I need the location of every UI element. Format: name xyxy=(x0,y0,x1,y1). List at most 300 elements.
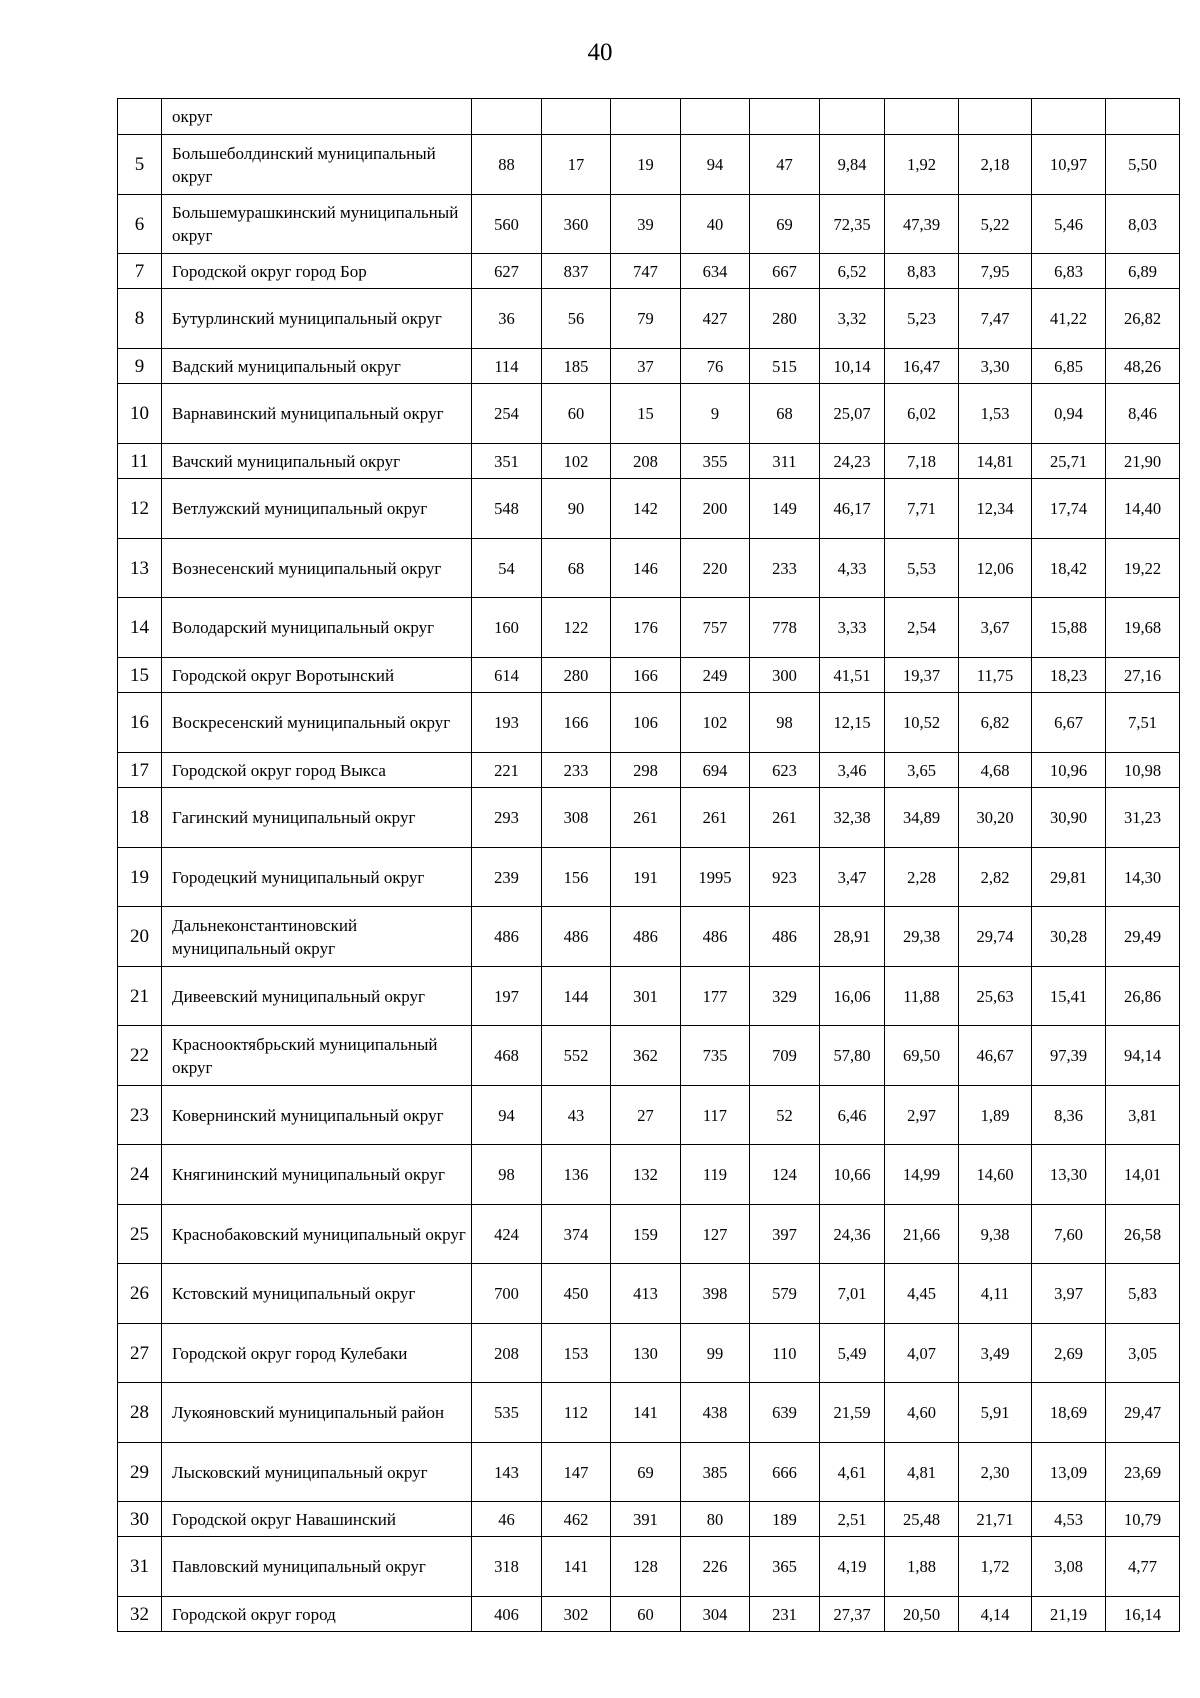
table-row xyxy=(118,598,1180,658)
value-cell: 298 xyxy=(611,753,681,788)
value-cell: 30,28 xyxy=(1032,907,1106,967)
value-cell: 778 xyxy=(750,598,820,658)
row-number-cell: 18 xyxy=(118,788,162,848)
value-cell: 147 xyxy=(542,1443,611,1502)
value-cell: 2,18 xyxy=(959,135,1032,195)
municipality-name-cell: Городецкий муниципальный округ xyxy=(162,848,472,907)
value-cell: 261 xyxy=(681,788,750,848)
value-cell: 41,22 xyxy=(1032,289,1106,349)
value-cell: 4,61 xyxy=(820,1443,885,1502)
municipality-name-cell: Вознесенский муниципальный округ xyxy=(162,539,472,598)
value-cell: 29,81 xyxy=(1032,848,1106,907)
value-cell: 351 xyxy=(472,444,542,479)
value-cell: 5,50 xyxy=(1106,135,1180,195)
value-cell: 639 xyxy=(750,1383,820,1443)
value-cell: 301 xyxy=(611,967,681,1026)
value-cell: 72,35 xyxy=(820,195,885,254)
municipality-name-cell: Городской округ Навашинский xyxy=(162,1502,472,1537)
value-cell: 40 xyxy=(681,195,750,254)
value-cell: 141 xyxy=(542,1537,611,1597)
value-cell: 12,34 xyxy=(959,479,1032,539)
value-cell: 515 xyxy=(750,349,820,384)
page-number: 40 xyxy=(587,39,613,66)
table-row xyxy=(118,848,1180,907)
value-cell: 4,53 xyxy=(1032,1502,1106,1537)
value-cell: 10,98 xyxy=(1106,753,1180,788)
value-cell: 23,69 xyxy=(1106,1443,1180,1502)
value-cell: 177 xyxy=(681,967,750,1026)
row-number-cell: 7 xyxy=(118,254,162,289)
value-cell: 2,54 xyxy=(885,598,959,658)
row-number-cell: 23 xyxy=(118,1086,162,1145)
value-cell: 406 xyxy=(472,1597,542,1632)
value-cell: 623 xyxy=(750,753,820,788)
value-cell: 5,83 xyxy=(1106,1264,1180,1324)
value-cell: 4,19 xyxy=(820,1537,885,1597)
value-cell: 98 xyxy=(750,693,820,753)
municipality-name-cell: Бутурлинский муниципальный округ xyxy=(162,289,472,349)
value-cell: 14,99 xyxy=(885,1145,959,1205)
value-cell: 14,30 xyxy=(1106,848,1180,907)
value-cell: 552 xyxy=(542,1026,611,1086)
value-cell: 46 xyxy=(472,1502,542,1537)
value-cell: 12,15 xyxy=(820,693,885,753)
value-cell: 60 xyxy=(542,384,611,444)
value-cell: 80 xyxy=(681,1502,750,1537)
value-cell: 8,46 xyxy=(1106,384,1180,444)
value-cell: 189 xyxy=(750,1502,820,1537)
value-cell: 16,47 xyxy=(885,349,959,384)
value-cell: 200 xyxy=(681,479,750,539)
value-cell: 76 xyxy=(681,349,750,384)
value-cell: 112 xyxy=(542,1383,611,1443)
value-cell: 614 xyxy=(472,658,542,693)
value-cell: 88 xyxy=(472,135,542,195)
value-cell: 30,90 xyxy=(1032,788,1106,848)
value-cell: 41,51 xyxy=(820,658,885,693)
row-number-cell: 20 xyxy=(118,907,162,967)
table-row xyxy=(118,1026,1180,1086)
value-cell: 302 xyxy=(542,1597,611,1632)
value-cell: 3,97 xyxy=(1032,1264,1106,1324)
row-number-cell: 12 xyxy=(118,479,162,539)
municipality-name-cell: Володарский муниципальный округ xyxy=(162,598,472,658)
table-row xyxy=(118,539,1180,598)
value-cell: 329 xyxy=(750,967,820,1026)
value-cell: 19,37 xyxy=(885,658,959,693)
value-cell: 1,88 xyxy=(885,1537,959,1597)
value-cell: 26,82 xyxy=(1106,289,1180,349)
value-cell: 700 xyxy=(472,1264,542,1324)
value-cell: 17 xyxy=(542,135,611,195)
value-cell: 106 xyxy=(611,693,681,753)
value-cell: 197 xyxy=(472,967,542,1026)
value-cell: 143 xyxy=(472,1443,542,1502)
value-cell: 486 xyxy=(542,907,611,967)
value-cell: 19 xyxy=(611,135,681,195)
municipality-name-cell: Городской округ город xyxy=(162,1597,472,1632)
value-cell: 68 xyxy=(750,384,820,444)
value-cell: 36 xyxy=(472,289,542,349)
value-cell xyxy=(750,99,820,135)
value-cell: 6,82 xyxy=(959,693,1032,753)
value-cell: 10,97 xyxy=(1032,135,1106,195)
value-cell: 29,74 xyxy=(959,907,1032,967)
row-number-cell: 26 xyxy=(118,1264,162,1324)
value-cell: 12,06 xyxy=(959,539,1032,598)
value-cell: 39 xyxy=(611,195,681,254)
value-cell: 837 xyxy=(542,254,611,289)
table-row xyxy=(118,1086,1180,1145)
row-number-cell: 21 xyxy=(118,967,162,1026)
value-cell: 5,22 xyxy=(959,195,1032,254)
value-cell: 159 xyxy=(611,1205,681,1264)
value-cell: 1,92 xyxy=(885,135,959,195)
value-cell: 56 xyxy=(542,289,611,349)
value-cell: 69 xyxy=(611,1443,681,1502)
value-cell: 261 xyxy=(750,788,820,848)
table-row xyxy=(118,1537,1180,1597)
value-cell: 735 xyxy=(681,1026,750,1086)
value-cell: 7,60 xyxy=(1032,1205,1106,1264)
table-row xyxy=(118,99,1180,135)
value-cell: 193 xyxy=(472,693,542,753)
value-cell: 25,63 xyxy=(959,967,1032,1026)
value-cell: 365 xyxy=(750,1537,820,1597)
municipality-name-cell: Вачский муниципальный округ xyxy=(162,444,472,479)
value-cell: 144 xyxy=(542,967,611,1026)
value-cell xyxy=(885,99,959,135)
municipality-name-cell: Лукояновский муниципальный район xyxy=(162,1383,472,1443)
value-cell: 17,74 xyxy=(1032,479,1106,539)
value-cell: 146 xyxy=(611,539,681,598)
value-cell: 7,51 xyxy=(1106,693,1180,753)
value-cell: 8,83 xyxy=(885,254,959,289)
value-cell: 694 xyxy=(681,753,750,788)
value-cell: 747 xyxy=(611,254,681,289)
value-cell: 450 xyxy=(542,1264,611,1324)
value-cell: 16,14 xyxy=(1106,1597,1180,1632)
row-number-cell: 6 xyxy=(118,195,162,254)
value-cell: 68 xyxy=(542,539,611,598)
value-cell: 52 xyxy=(750,1086,820,1145)
value-cell: 94,14 xyxy=(1106,1026,1180,1086)
value-cell: 11,75 xyxy=(959,658,1032,693)
row-number-cell: 13 xyxy=(118,539,162,598)
value-cell: 4,33 xyxy=(820,539,885,598)
value-cell: 128 xyxy=(611,1537,681,1597)
value-cell: 25,71 xyxy=(1032,444,1106,479)
table-row xyxy=(118,967,1180,1026)
value-cell: 4,77 xyxy=(1106,1537,1180,1597)
value-cell xyxy=(820,99,885,135)
value-cell xyxy=(611,99,681,135)
table-row xyxy=(118,384,1180,444)
value-cell: 79 xyxy=(611,289,681,349)
value-cell: 130 xyxy=(611,1324,681,1383)
value-cell: 3,67 xyxy=(959,598,1032,658)
value-cell: 27,37 xyxy=(820,1597,885,1632)
value-cell: 462 xyxy=(542,1502,611,1537)
municipality-name-cell: Городской округ Воротынский xyxy=(162,658,472,693)
value-cell: 391 xyxy=(611,1502,681,1537)
value-cell: 15,88 xyxy=(1032,598,1106,658)
row-number-cell: 31 xyxy=(118,1537,162,1597)
table-row xyxy=(118,1443,1180,1502)
value-cell: 25,07 xyxy=(820,384,885,444)
value-cell: 9 xyxy=(681,384,750,444)
value-cell: 28,91 xyxy=(820,907,885,967)
value-cell: 427 xyxy=(681,289,750,349)
value-cell: 362 xyxy=(611,1026,681,1086)
row-number-cell: 29 xyxy=(118,1443,162,1502)
value-cell: 709 xyxy=(750,1026,820,1086)
value-cell: 4,68 xyxy=(959,753,1032,788)
municipality-name-cell: Варнавинский муниципальный округ xyxy=(162,384,472,444)
value-cell: 249 xyxy=(681,658,750,693)
value-cell: 360 xyxy=(542,195,611,254)
value-cell: 233 xyxy=(750,539,820,598)
value-cell: 117 xyxy=(681,1086,750,1145)
value-cell: 3,47 xyxy=(820,848,885,907)
value-cell: 26,58 xyxy=(1106,1205,1180,1264)
value-cell: 10,52 xyxy=(885,693,959,753)
table-row xyxy=(118,1383,1180,1443)
value-cell: 24,36 xyxy=(820,1205,885,1264)
value-cell: 18,69 xyxy=(1032,1383,1106,1443)
municipality-name-cell: Дивеевский муниципальный округ xyxy=(162,967,472,1026)
value-cell: 4,07 xyxy=(885,1324,959,1383)
value-cell: 6,46 xyxy=(820,1086,885,1145)
value-cell: 69 xyxy=(750,195,820,254)
value-cell: 11,88 xyxy=(885,967,959,1026)
value-cell: 2,97 xyxy=(885,1086,959,1145)
value-cell: 221 xyxy=(472,753,542,788)
municipality-name-cell: Краснобаковский муниципальный округ xyxy=(162,1205,472,1264)
value-cell: 535 xyxy=(472,1383,542,1443)
value-cell: 142 xyxy=(611,479,681,539)
value-cell: 8,03 xyxy=(1106,195,1180,254)
value-cell: 374 xyxy=(542,1205,611,1264)
value-cell: 21,59 xyxy=(820,1383,885,1443)
row-number-cell: 10 xyxy=(118,384,162,444)
value-cell: 166 xyxy=(542,693,611,753)
table-row xyxy=(118,1264,1180,1324)
municipality-name-cell: Ковернинский муниципальный округ xyxy=(162,1086,472,1145)
value-cell: 160 xyxy=(472,598,542,658)
municipality-name-cell: Городской округ город Бор xyxy=(162,254,472,289)
table-row xyxy=(118,195,1180,254)
value-cell: 5,46 xyxy=(1032,195,1106,254)
value-cell: 37 xyxy=(611,349,681,384)
value-cell: 26,86 xyxy=(1106,967,1180,1026)
value-cell: 385 xyxy=(681,1443,750,1502)
value-cell: 99 xyxy=(681,1324,750,1383)
row-number-cell: 16 xyxy=(118,693,162,753)
value-cell: 308 xyxy=(542,788,611,848)
value-cell xyxy=(542,99,611,135)
value-cell: 3,05 xyxy=(1106,1324,1180,1383)
value-cell: 20,50 xyxy=(885,1597,959,1632)
value-cell: 231 xyxy=(750,1597,820,1632)
value-cell: 19,22 xyxy=(1106,539,1180,598)
value-cell: 6,89 xyxy=(1106,254,1180,289)
value-cell: 0,94 xyxy=(1032,384,1106,444)
table-row xyxy=(118,1205,1180,1264)
value-cell: 185 xyxy=(542,349,611,384)
row-number-cell: 25 xyxy=(118,1205,162,1264)
value-cell: 3,08 xyxy=(1032,1537,1106,1597)
value-cell: 6,85 xyxy=(1032,349,1106,384)
value-cell: 4,60 xyxy=(885,1383,959,1443)
municipality-name-cell: Ветлужский муниципальный округ xyxy=(162,479,472,539)
value-cell: 15,41 xyxy=(1032,967,1106,1026)
value-cell: 208 xyxy=(611,444,681,479)
value-cell: 3,30 xyxy=(959,349,1032,384)
value-cell: 233 xyxy=(542,753,611,788)
value-cell: 110 xyxy=(750,1324,820,1383)
value-cell: 46,67 xyxy=(959,1026,1032,1086)
data-table xyxy=(117,98,1180,1632)
value-cell: 304 xyxy=(681,1597,750,1632)
value-cell: 2,51 xyxy=(820,1502,885,1537)
value-cell: 424 xyxy=(472,1205,542,1264)
value-cell: 176 xyxy=(611,598,681,658)
municipality-name-cell: Лысковский муниципальный округ xyxy=(162,1443,472,1502)
value-cell: 69,50 xyxy=(885,1026,959,1086)
value-cell: 13,09 xyxy=(1032,1443,1106,1502)
value-cell: 32,38 xyxy=(820,788,885,848)
value-cell: 6,83 xyxy=(1032,254,1106,289)
value-cell: 7,18 xyxy=(885,444,959,479)
value-cell: 47 xyxy=(750,135,820,195)
value-cell: 627 xyxy=(472,254,542,289)
value-cell: 398 xyxy=(681,1264,750,1324)
value-cell: 579 xyxy=(750,1264,820,1324)
value-cell: 666 xyxy=(750,1443,820,1502)
table-row xyxy=(118,1597,1180,1632)
table-row xyxy=(118,753,1180,788)
value-cell: 1,53 xyxy=(959,384,1032,444)
value-cell: 14,81 xyxy=(959,444,1032,479)
value-cell: 119 xyxy=(681,1145,750,1205)
value-cell: 102 xyxy=(681,693,750,753)
row-number-cell: 15 xyxy=(118,658,162,693)
value-cell: 280 xyxy=(542,658,611,693)
value-cell: 124 xyxy=(750,1145,820,1205)
table-row xyxy=(118,349,1180,384)
value-cell: 156 xyxy=(542,848,611,907)
value-cell: 46,17 xyxy=(820,479,885,539)
row-number-cell: 14 xyxy=(118,598,162,658)
value-cell: 413 xyxy=(611,1264,681,1324)
value-cell: 5,53 xyxy=(885,539,959,598)
value-cell xyxy=(959,99,1032,135)
value-cell: 2,30 xyxy=(959,1443,1032,1502)
value-cell: 5,23 xyxy=(885,289,959,349)
value-cell: 4,45 xyxy=(885,1264,959,1324)
value-cell: 2,28 xyxy=(885,848,959,907)
value-cell: 18,42 xyxy=(1032,539,1106,598)
value-cell: 486 xyxy=(681,907,750,967)
value-cell: 94 xyxy=(472,1086,542,1145)
value-cell: 18,23 xyxy=(1032,658,1106,693)
value-cell: 6,02 xyxy=(885,384,959,444)
value-cell: 29,49 xyxy=(1106,907,1180,967)
value-cell: 14,40 xyxy=(1106,479,1180,539)
municipality-name-cell: округ xyxy=(162,99,472,135)
value-cell: 10,79 xyxy=(1106,1502,1180,1537)
value-cell: 127 xyxy=(681,1205,750,1264)
value-cell: 114 xyxy=(472,349,542,384)
value-cell: 54 xyxy=(472,539,542,598)
value-cell: 21,66 xyxy=(885,1205,959,1264)
value-cell: 300 xyxy=(750,658,820,693)
value-cell: 90 xyxy=(542,479,611,539)
value-cell: 226 xyxy=(681,1537,750,1597)
value-cell: 34,89 xyxy=(885,788,959,848)
value-cell: 10,66 xyxy=(820,1145,885,1205)
value-cell: 60 xyxy=(611,1597,681,1632)
value-cell: 5,49 xyxy=(820,1324,885,1383)
value-cell: 7,95 xyxy=(959,254,1032,289)
value-cell: 191 xyxy=(611,848,681,907)
table-row xyxy=(118,444,1180,479)
value-cell: 560 xyxy=(472,195,542,254)
value-cell: 7,01 xyxy=(820,1264,885,1324)
municipality-name-cell: Краснооктябрьский муниципальный округ xyxy=(162,1026,472,1086)
value-cell: 261 xyxy=(611,788,681,848)
value-cell: 48,26 xyxy=(1106,349,1180,384)
value-cell: 14,60 xyxy=(959,1145,1032,1205)
municipality-name-cell: Вадский муниципальный округ xyxy=(162,349,472,384)
value-cell: 548 xyxy=(472,479,542,539)
row-number-cell: 11 xyxy=(118,444,162,479)
table-row xyxy=(118,693,1180,753)
value-cell: 280 xyxy=(750,289,820,349)
value-cell: 634 xyxy=(681,254,750,289)
value-cell: 355 xyxy=(681,444,750,479)
row-number-cell: 22 xyxy=(118,1026,162,1086)
row-number-cell: 17 xyxy=(118,753,162,788)
value-cell: 3,33 xyxy=(820,598,885,658)
value-cell: 4,14 xyxy=(959,1597,1032,1632)
value-cell: 486 xyxy=(750,907,820,967)
value-cell xyxy=(681,99,750,135)
value-cell: 132 xyxy=(611,1145,681,1205)
value-cell: 14,01 xyxy=(1106,1145,1180,1205)
value-cell: 318 xyxy=(472,1537,542,1597)
value-cell: 3,32 xyxy=(820,289,885,349)
municipality-name-cell: Княгининский муниципальный округ xyxy=(162,1145,472,1205)
value-cell: 311 xyxy=(750,444,820,479)
value-cell: 21,90 xyxy=(1106,444,1180,479)
value-cell: 3,65 xyxy=(885,753,959,788)
value-cell: 97,39 xyxy=(1032,1026,1106,1086)
table-row xyxy=(118,254,1180,289)
value-cell: 254 xyxy=(472,384,542,444)
value-cell: 4,81 xyxy=(885,1443,959,1502)
value-cell: 10,14 xyxy=(820,349,885,384)
value-cell: 6,67 xyxy=(1032,693,1106,753)
value-cell: 9,84 xyxy=(820,135,885,195)
value-cell: 153 xyxy=(542,1324,611,1383)
value-cell: 1,72 xyxy=(959,1537,1032,1597)
value-cell xyxy=(472,99,542,135)
municipality-name-cell: Большеболдинский муниципальный округ xyxy=(162,135,472,195)
row-number-cell: 9 xyxy=(118,349,162,384)
value-cell: 486 xyxy=(472,907,542,967)
